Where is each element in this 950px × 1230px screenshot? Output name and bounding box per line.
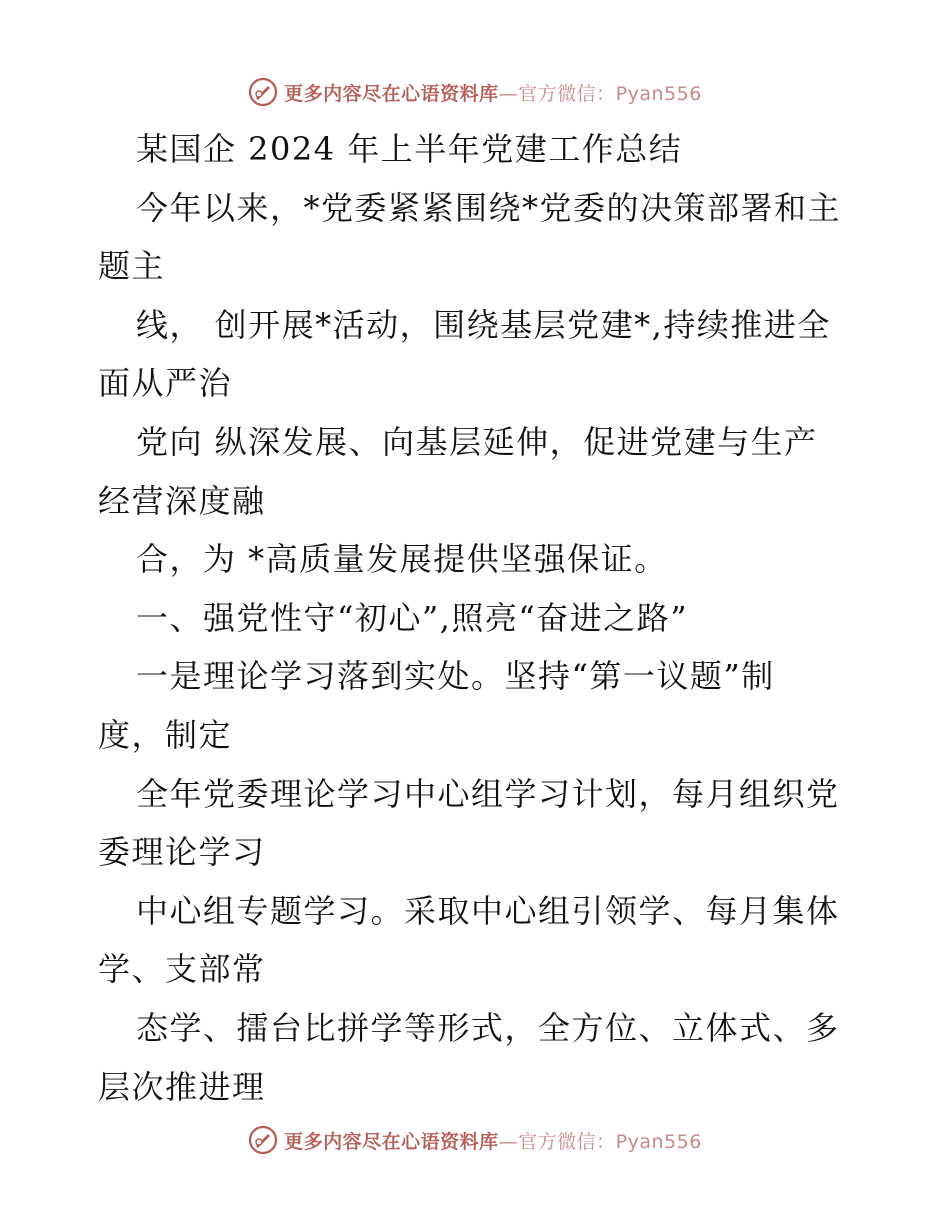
text-line: 合，为 *高质量发展提供坚强保证。 — [136, 540, 668, 579]
text-line: 今年以来，*党委紧紧围绕*党委的决策部署和主 — [136, 188, 842, 227]
text-line: 面从严治 — [98, 364, 233, 403]
document-title: 某国企 2024 年上半年党建工作总结 — [136, 130, 683, 168]
watermark-brand: 更多内容尽在心语资料库 — [284, 82, 499, 105]
text-line: 一是理论学习落到实处。坚持“第一议题”制 — [136, 657, 775, 696]
text-line: 全年党委理论学习中心组学习计划，每月组织党 — [136, 774, 840, 813]
text-line: 经营深度融 — [98, 481, 266, 520]
watermark-wechat: 官方微信：Pyan556 — [518, 1130, 702, 1153]
text-line: 态学、擂台比拼学等形式，全方位、立体式、多 — [136, 1008, 840, 1047]
text-line: 中心组专题学习。采取中心组引领学、每月集体 — [136, 891, 840, 930]
quill-seal-icon — [248, 1125, 278, 1155]
watermark-wechat: 官方微信：Pyan556 — [518, 82, 702, 105]
header-watermark — [0, 72, 950, 112]
text-line: 线， 创开展*活动，围绕基层党建*,持续推进全 — [136, 305, 831, 344]
text-line: 题主 — [98, 247, 166, 286]
watermark-brand: 更多内容尽在心语资料库 — [284, 1130, 499, 1153]
quill-seal-icon — [248, 77, 278, 107]
footer-watermark — [0, 1120, 950, 1160]
text-line: 层次推进理 — [98, 1067, 266, 1106]
text-line: 学、支部常 — [98, 950, 266, 989]
document-body — [98, 120, 858, 1116]
watermark-separator: — — [498, 82, 519, 105]
watermark-separator: — — [498, 1130, 519, 1153]
section-heading: 一、强党性守“初心”,照亮“奋进之路” — [136, 598, 689, 637]
text-line: 度，制定 — [98, 715, 233, 754]
text-line: 委理论学习 — [98, 833, 266, 872]
text-line: 党向 纵深发展、向基层延伸，促进党建与生产 — [136, 422, 818, 461]
